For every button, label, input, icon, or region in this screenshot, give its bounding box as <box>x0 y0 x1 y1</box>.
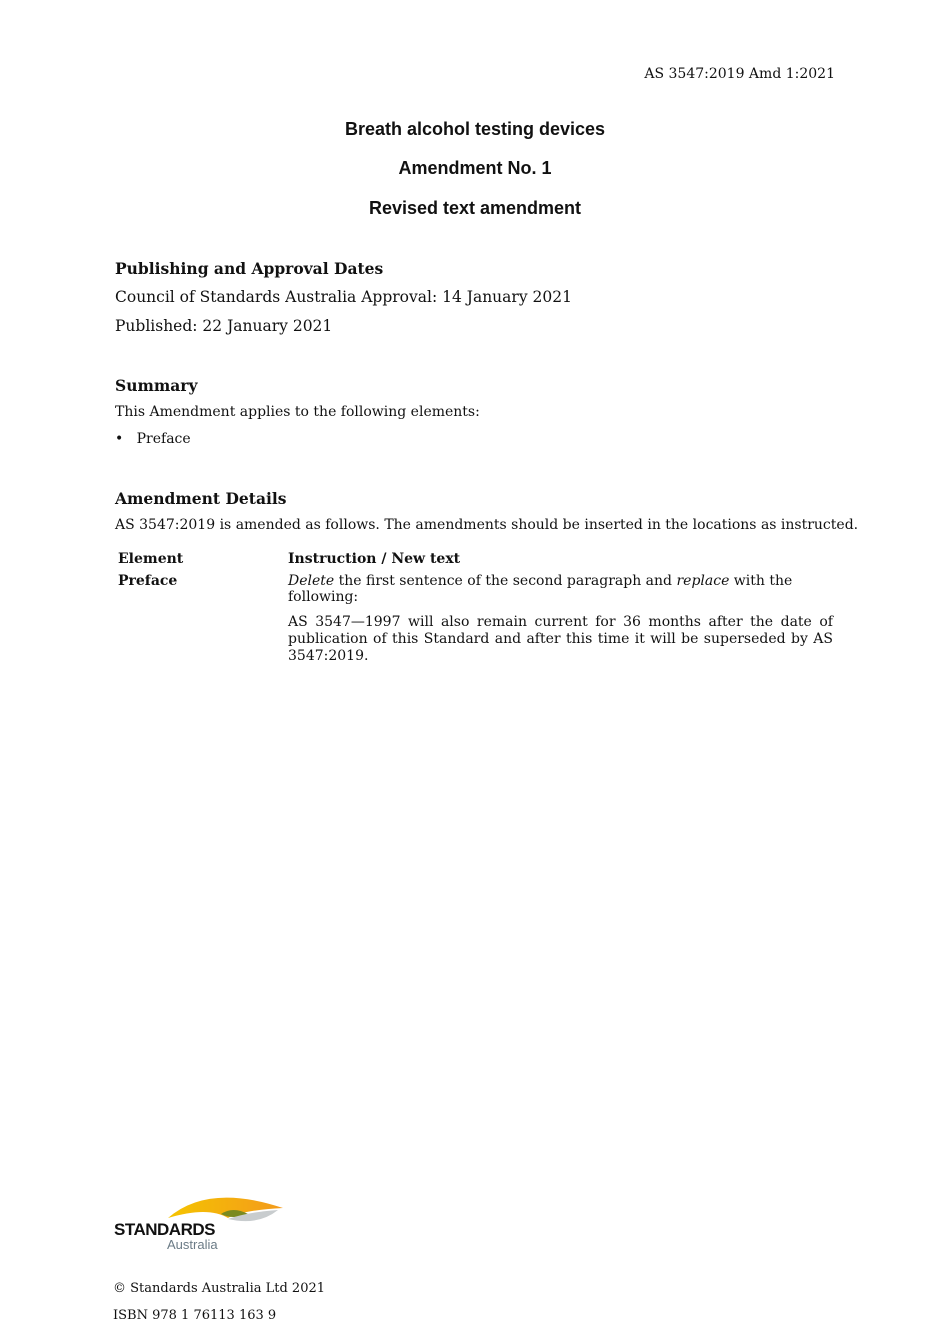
summary-item-label: Preface <box>136 431 191 447</box>
approval-date: Council of Standards Australia Approval: 14 January 2021 <box>115 288 572 306</box>
delete-word: Delete <box>288 573 335 589</box>
instruction-cell <box>288 573 833 665</box>
amendment-table <box>118 551 833 665</box>
instruction-mid: the first sentence of the second paragraph and <box>334 573 677 589</box>
element-cell: Preface <box>118 573 178 589</box>
summary-heading: Summary <box>115 376 198 395</box>
document-reference: AS 3547:2019 Amd 1:2021 <box>644 66 835 82</box>
dates-heading: Publishing and Approval Dates <box>115 259 384 278</box>
summary-list-item: • Preface <box>115 431 191 447</box>
details-heading: Amendment Details <box>115 489 287 508</box>
summary-intro: This Amendment applies to the following elements: <box>115 404 480 420</box>
details-intro: AS 3547:2019 is amended as follows. The amendments should be inserted in the locations as instructed. <box>115 517 859 533</box>
amendment-type: Revised text amendment <box>368 198 582 218</box>
document-title: Breath alcohol testing devices <box>344 119 606 139</box>
table-header-row <box>118 551 833 567</box>
new-text: AS 3547—1997 will also remain current for 36 months after the date of publication of this Standard and after this time it will be superseded by AS 3547:2019. <box>288 614 833 664</box>
copyright: © Standards Australia Ltd 2021 <box>113 1281 326 1296</box>
column-header-instruction: Instruction / New text <box>288 551 461 567</box>
instruction-end: with the following: <box>288 573 793 605</box>
table-row <box>118 573 833 665</box>
column-header-element: Element <box>118 551 184 567</box>
replace-word: replace <box>676 573 730 589</box>
isbn: ISBN 978 1 76113 163 9 <box>113 1308 277 1323</box>
logo-subtext: Australia <box>167 1237 218 1252</box>
amendment-number: Amendment No. 1 <box>398 158 552 178</box>
instruction-text <box>288 573 833 605</box>
published-date: Published: 22 January 2021 <box>115 317 333 335</box>
standards-australia-logo <box>113 1188 288 1254</box>
logo-text: STANDARDS <box>114 1220 215 1239</box>
